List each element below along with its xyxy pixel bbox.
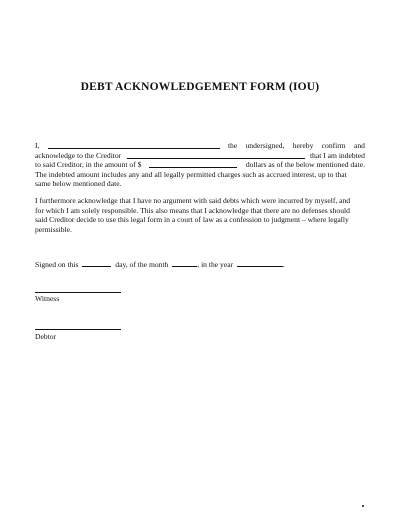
para1-creditor-text: acknowledge to the Creditor [35, 150, 122, 160]
debtor-label: Debtor [35, 332, 57, 341]
para1-i: I, [35, 141, 40, 150]
month-blank[interactable] [172, 259, 197, 267]
para1-word: and [353, 141, 365, 150]
acknowledgement-paragraph [35, 141, 365, 189]
creditor-name-blank[interactable] [127, 151, 305, 159]
para1-word: undersigned, [245, 141, 285, 150]
amount-blank[interactable] [149, 160, 237, 168]
para1-word: confirm [321, 141, 346, 150]
signed-end: . [283, 260, 285, 269]
para2-line4: permissible. [35, 224, 72, 234]
para1-line3 [35, 160, 365, 170]
para1-dollars-text: dollars as of the below mentioned date. [245, 160, 365, 170]
para2-line1: I furthermore acknowledge that I have no argument with said debts which were incurred by myself, and [35, 196, 351, 205]
para1-line1 [35, 141, 365, 151]
witness-label: Witness [35, 294, 60, 303]
para1-word: the [227, 141, 238, 150]
form-title: DEBT ACKNOWLEDGEMENT FORM (IOU) [80, 81, 320, 93]
witness-signature-line[interactable] [35, 292, 121, 293]
para1-line5: same below mentioned date. [35, 179, 122, 189]
para1-amount-text: to said Creditor, in the amount of $ [35, 160, 142, 170]
para1-line2 [35, 151, 365, 161]
year-blank[interactable] [237, 259, 283, 267]
para1-word: hereby [292, 141, 314, 150]
signed-year-text: , in the year [197, 260, 234, 269]
para2-line2: for which I am solely responsible. This also means that I acknowledge that there are no defenses should [35, 205, 350, 215]
para1-line4: The indebted amount includes any and all legally permitted charges such as accrued interest, up to that [35, 169, 347, 179]
signed-date-line [35, 259, 285, 269]
debtor-name-blank[interactable] [48, 141, 220, 149]
signed-prefix: Signed on this [35, 260, 79, 269]
day-blank[interactable] [82, 259, 111, 267]
responsibility-paragraph [35, 196, 365, 234]
para1-indebted-text: that I am indebted [309, 150, 365, 160]
signed-month-text: day, of the month [115, 260, 169, 269]
para2-line3: said Creditor decide to use this legal form in a court of law as a confession to judgment – where legally [35, 215, 349, 225]
debtor-signature-line[interactable] [35, 329, 121, 330]
page-mark [362, 505, 364, 507]
